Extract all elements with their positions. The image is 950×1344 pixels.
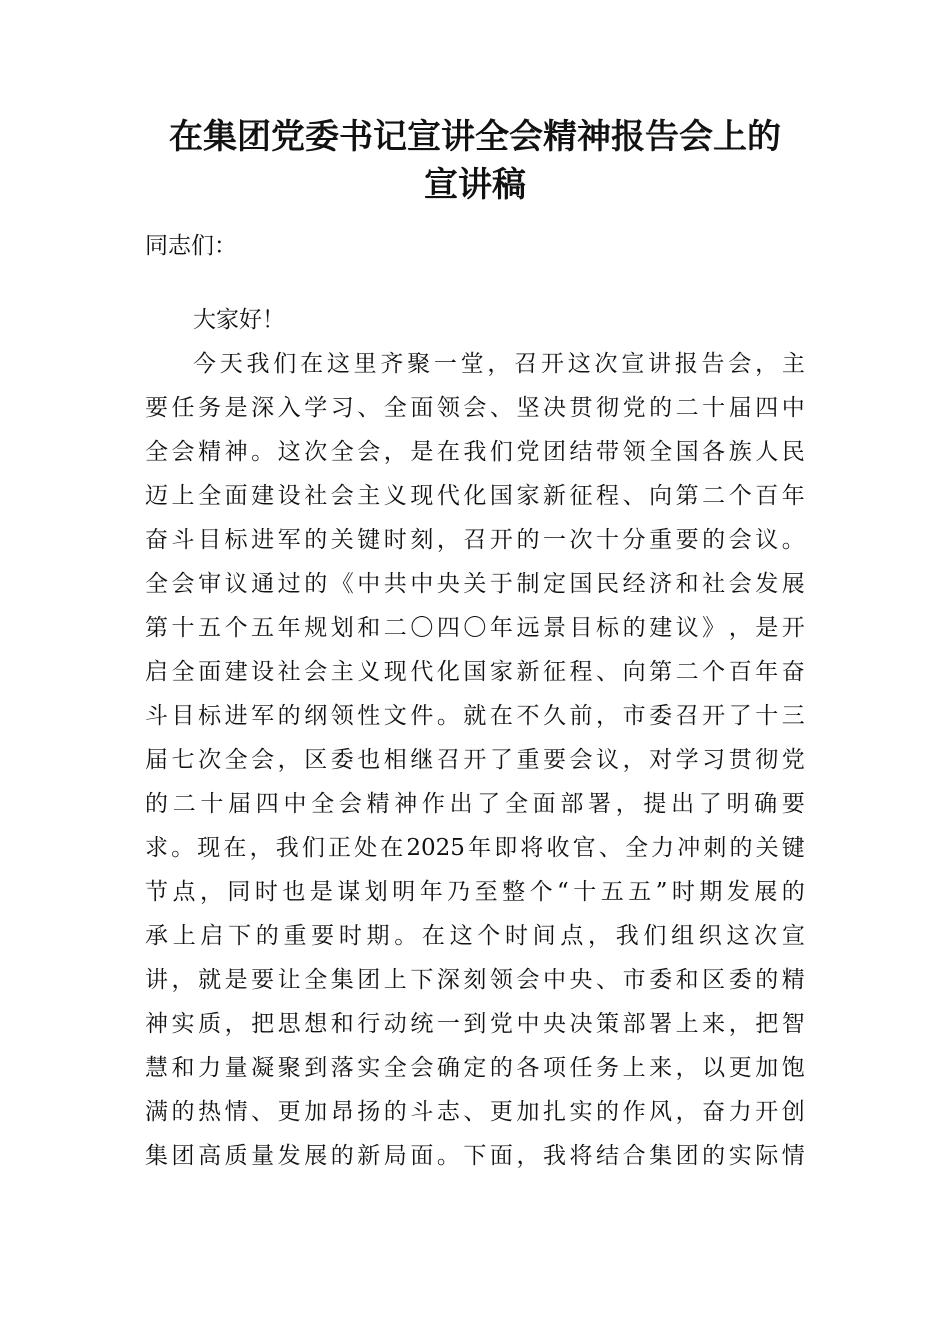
body-line: 慧 和 力 量 凝 聚 到 落 实 全 会 确 定 的 各 项 任 务 上 来 ， 以 更 加 饱 — [145, 1055, 805, 1081]
body-line: 讲 ， 就 是 要 让 全 集 团 上 下 深 刻 领 会 中 央 、 市 委 和 区 委 的 精 — [145, 967, 805, 993]
salutation: 同志们： — [145, 233, 237, 259]
document-title-line-2: 宣讲稿 — [424, 165, 526, 205]
body-line: 迈 上 全 面 建 设 社 会 主 义 现 代 化 国 家 新 征 程 、 向 第 二 个 百 年 — [145, 483, 805, 509]
body-line: 要 任 务 是 深 入 学 习 、 全 面 领 会 、 坚 决 贯 彻 党 的 二 十 届 四 中 — [145, 395, 805, 421]
body-line: 今 天 我 们 在 这 里 齐 聚 一 堂 ， 召 开 这 次 宣 讲 报 告 会 ， 主 — [193, 351, 805, 377]
body-line: 的 二 十 届 四 中 全 会 精 神 作 出 了 全 面 部 署 ， 提 出 了 明 确 要 — [145, 791, 805, 817]
document-title-line-1: 在集团党委书记宣讲全会精神报告会上的 — [169, 117, 781, 157]
body-line: 全 会 精 神 。 这 次 全 会 ， 是 在 我 们 党 团 结 带 领 全 国 各 族 人 民 — [145, 439, 805, 465]
body-line: 届 七 次 全 会 ， 区 委 也 相 继 召 开 了 重 要 会 议 ， 对 学 习 贯 彻 党 — [145, 747, 805, 773]
body-line: 奋 斗 目 标 进 军 的 关 键 时 刻 ， 召 开 的 一 次 十 分 重 要 的 会 议 。 — [145, 527, 805, 553]
body-line: 全 会 审 议 通 过 的 《 中 共 中 央 关 于 制 定 国 民 经 济 和 社 会 发 展 — [145, 571, 805, 597]
body-line: 满 的 热 情 、 更 加 昂 扬 的 斗 志 、 更 加 扎 实 的 作 风 ， 奋 力 开 创 — [145, 1099, 805, 1125]
body-line: 节 点 ， 同 时 也 是 谋 划 明 年 乃 至 整 个 “ 十 五 五 ” 时 期 发 展 的 — [145, 879, 805, 905]
body-line: 集 团 高 质 量 发 展 的 新 局 面 。 下 面 ， 我 将 结 合 集 团 的 实 际 情 — [145, 1143, 805, 1169]
body-line: 求 。 现 在 ， 我 们 正 处 在 2025 年 即 将 收 官 、 全 力 冲 刺 的 关 键 — [145, 835, 805, 861]
body-line: 神 实 质 ， 把 思 想 和 行 动 统 一 到 党 中 央 决 策 部 署 上 来 ， 把 智 — [145, 1011, 805, 1037]
body-line: 第 十 五 个 五 年 规 划 和 二 〇 四 〇 年 远 景 目 标 的 建 议 》 ， 是 开 — [145, 615, 805, 641]
body-line: 启 全 面 建 设 社 会 主 义 现 代 化 国 家 新 征 程 、 向 第 二 个 百 年 奋 — [145, 659, 805, 685]
body-line: 承 上 启 下 的 重 要 时 期 。 在 这 个 时 间 点 ， 我 们 组 织 这 次 宣 — [145, 923, 805, 949]
body-line: 斗 目 标 进 军 的 纲 领 性 文 件 。 就 在 不 久 前 ， 市 委 召 开 了 十 三 — [145, 703, 805, 729]
greeting: 大家好！ — [193, 307, 285, 333]
